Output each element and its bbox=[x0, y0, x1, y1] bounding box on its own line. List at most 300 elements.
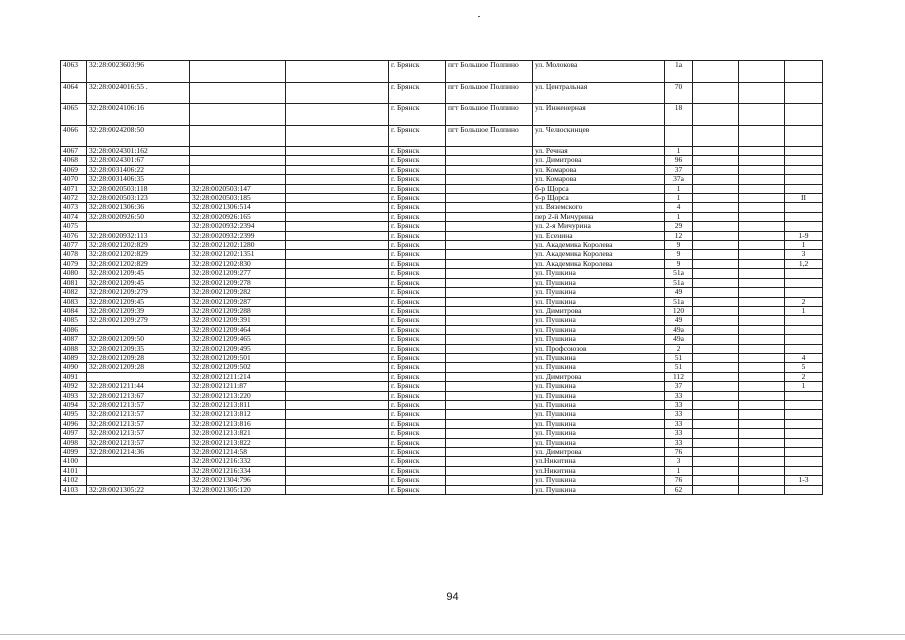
street-cell: ул. Академика Королева bbox=[533, 241, 665, 250]
cadastral-number-cell: 32:28:0021209:39 bbox=[87, 306, 190, 315]
blank-cell bbox=[693, 250, 739, 259]
table-row bbox=[61, 194, 823, 203]
table-row bbox=[61, 419, 823, 428]
blank-cell bbox=[286, 184, 389, 193]
apartment-cell bbox=[785, 391, 823, 400]
building-cadastral-cell bbox=[190, 82, 286, 104]
table-row bbox=[61, 147, 823, 156]
house-number-cell: 96 bbox=[665, 156, 693, 165]
cadastral-number-cell bbox=[87, 222, 190, 231]
page-number: 94 bbox=[446, 591, 459, 603]
cadastral-number-cell bbox=[87, 476, 190, 485]
table-row bbox=[61, 222, 823, 231]
cadastral-number-cell: 32:28:0031406:35 bbox=[87, 175, 190, 184]
row-number-cell: 4067 bbox=[61, 147, 87, 156]
settlement-cell bbox=[446, 175, 533, 184]
table-row bbox=[61, 466, 823, 475]
city-cell: г. Брянск bbox=[389, 156, 446, 165]
house-number-cell: 37а bbox=[665, 175, 693, 184]
cadastral-number-cell: 32:28:0021306:36 bbox=[87, 203, 190, 212]
house-number-cell: 33 bbox=[665, 438, 693, 447]
city-cell: г. Брянск bbox=[389, 325, 446, 334]
building-cadastral-cell bbox=[190, 156, 286, 165]
blank-cell bbox=[739, 485, 785, 494]
building-cadastral-cell: 32:28:0021213:821 bbox=[190, 429, 286, 438]
blank-cell bbox=[739, 429, 785, 438]
apartment-cell bbox=[785, 156, 823, 165]
apartment-cell: II bbox=[785, 194, 823, 203]
blank-cell bbox=[693, 438, 739, 447]
settlement-cell: пгт Большое Полпино bbox=[446, 104, 533, 126]
blank-cell bbox=[693, 306, 739, 315]
street-cell: ул. Челюскинцев bbox=[533, 125, 665, 147]
city-cell: г. Брянск bbox=[389, 448, 446, 457]
building-cadastral-cell: 32:28:0021211:214 bbox=[190, 372, 286, 381]
city-cell: г. Брянск bbox=[389, 306, 446, 315]
apartment-cell bbox=[785, 184, 823, 193]
cadastral-number-cell bbox=[87, 457, 190, 466]
house-number-cell: 9 bbox=[665, 259, 693, 268]
table-row bbox=[61, 250, 823, 259]
table-row bbox=[61, 269, 823, 278]
row-number-cell: 4098 bbox=[61, 438, 87, 447]
cadastral-number-cell: 32:28:0023603:96 bbox=[87, 61, 190, 83]
blank-cell bbox=[286, 457, 389, 466]
house-number-cell: 1 bbox=[665, 466, 693, 475]
house-number-cell: 9 bbox=[665, 241, 693, 250]
blank-cell bbox=[286, 382, 389, 391]
blank-cell bbox=[693, 335, 739, 344]
row-number-cell: 4083 bbox=[61, 297, 87, 306]
house-number-cell: 33 bbox=[665, 429, 693, 438]
blank-cell bbox=[739, 372, 785, 381]
blank-cell bbox=[286, 250, 389, 259]
blank-cell bbox=[739, 438, 785, 447]
settlement-cell bbox=[446, 429, 533, 438]
house-number-cell: 33 bbox=[665, 419, 693, 428]
city-cell: г. Брянск bbox=[389, 184, 446, 193]
apartment-cell bbox=[785, 222, 823, 231]
building-cadastral-cell: 32:28:0021209:464 bbox=[190, 325, 286, 334]
blank-cell bbox=[693, 194, 739, 203]
blank-cell bbox=[739, 410, 785, 419]
blank-cell bbox=[286, 125, 389, 147]
blank-cell bbox=[693, 156, 739, 165]
blank-cell bbox=[286, 419, 389, 428]
cadastral-number-cell: 32:28:0024301:67 bbox=[87, 156, 190, 165]
row-number-cell: 4074 bbox=[61, 212, 87, 221]
building-cadastral-cell: 32:28:0021202:1280 bbox=[190, 241, 286, 250]
house-number-cell: 33 bbox=[665, 391, 693, 400]
blank-cell bbox=[739, 269, 785, 278]
house-number-cell: 33 bbox=[665, 400, 693, 409]
blank-cell bbox=[693, 184, 739, 193]
cadastral-number-cell: 32:28:0021305:22 bbox=[87, 485, 190, 494]
house-number-cell: 33 bbox=[665, 410, 693, 419]
cadastral-number-cell: 32:28:0021213:57 bbox=[87, 400, 190, 409]
city-cell: г. Брянск bbox=[389, 269, 446, 278]
blank-cell bbox=[739, 212, 785, 221]
row-number-cell: 4096 bbox=[61, 419, 87, 428]
apartment-cell: 4 bbox=[785, 353, 823, 362]
apartment-cell: 1-3 bbox=[785, 476, 823, 485]
city-cell: г. Брянск bbox=[389, 335, 446, 344]
city-cell: г. Брянск bbox=[389, 278, 446, 287]
settlement-cell bbox=[446, 325, 533, 334]
house-number-cell: 49а bbox=[665, 325, 693, 334]
blank-cell bbox=[739, 344, 785, 353]
settlement-cell: пгт Большое Полпино bbox=[446, 61, 533, 83]
street-cell: ул. Вяземского bbox=[533, 203, 665, 212]
settlement-cell bbox=[446, 212, 533, 221]
table-row bbox=[61, 203, 823, 212]
blank-cell bbox=[286, 363, 389, 372]
table-row bbox=[61, 184, 823, 193]
street-cell: ул. Пушкина bbox=[533, 335, 665, 344]
settlement-cell bbox=[446, 288, 533, 297]
street-cell: ул. Пушкина bbox=[533, 297, 665, 306]
blank-cell bbox=[739, 61, 785, 83]
cadastral-number-cell: 32:28:0021213:57 bbox=[87, 419, 190, 428]
table-row bbox=[61, 165, 823, 174]
city-cell: г. Брянск bbox=[389, 82, 446, 104]
apartment-cell bbox=[785, 485, 823, 494]
table-row bbox=[61, 104, 823, 126]
settlement-cell bbox=[446, 372, 533, 381]
blank-cell bbox=[286, 448, 389, 457]
building-cadastral-cell: 32:28:0020503:185 bbox=[190, 194, 286, 203]
table-row bbox=[61, 241, 823, 250]
table-row bbox=[61, 457, 823, 466]
building-cadastral-cell: 32:28:0021211:87 bbox=[190, 382, 286, 391]
building-cadastral-cell: 32:28:0021202:1351 bbox=[190, 250, 286, 259]
settlement-cell bbox=[446, 476, 533, 485]
cadastral-number-cell: 32:28:0020926:50 bbox=[87, 212, 190, 221]
blank-cell bbox=[693, 353, 739, 362]
blank-cell bbox=[286, 212, 389, 221]
table-row bbox=[61, 297, 823, 306]
settlement-cell bbox=[446, 438, 533, 447]
row-number-cell: 4087 bbox=[61, 335, 87, 344]
city-cell: г. Брянск bbox=[389, 466, 446, 475]
blank-cell bbox=[693, 325, 739, 334]
row-number-cell: 4090 bbox=[61, 363, 87, 372]
settlement-cell bbox=[446, 353, 533, 362]
blank-cell bbox=[693, 476, 739, 485]
cadastral-number-cell: 32:28:0021209:279 bbox=[87, 316, 190, 325]
table-row bbox=[61, 212, 823, 221]
blank-cell bbox=[286, 438, 389, 447]
blank-cell bbox=[739, 288, 785, 297]
scan-edge-line bbox=[0, 634, 905, 635]
building-cadastral-cell: 32:28:0021213:220 bbox=[190, 391, 286, 400]
blank-cell bbox=[693, 165, 739, 174]
cadastral-number-cell: 32:28:0021202:829 bbox=[87, 259, 190, 268]
building-cadastral-cell: 32:28:0021213:812 bbox=[190, 410, 286, 419]
city-cell: г. Брянск bbox=[389, 61, 446, 83]
city-cell: г. Брянск bbox=[389, 241, 446, 250]
city-cell: г. Брянск bbox=[389, 203, 446, 212]
blank-cell bbox=[739, 175, 785, 184]
row-number-cell: 4085 bbox=[61, 316, 87, 325]
row-number-cell: 4078 bbox=[61, 250, 87, 259]
blank-cell bbox=[286, 203, 389, 212]
settlement-cell bbox=[446, 457, 533, 466]
blank-cell bbox=[739, 165, 785, 174]
settlement-cell bbox=[446, 466, 533, 475]
settlement-cell bbox=[446, 222, 533, 231]
row-number-cell: 4065 bbox=[61, 104, 87, 126]
row-number-cell: 4068 bbox=[61, 156, 87, 165]
blank-cell bbox=[286, 306, 389, 315]
cadastral-number-cell: 32:28:0024106:16 bbox=[87, 104, 190, 126]
settlement-cell: пгт Большое Полпино bbox=[446, 125, 533, 147]
street-cell: ул. Димитрова bbox=[533, 306, 665, 315]
table-row bbox=[61, 372, 823, 381]
blank-cell bbox=[739, 241, 785, 250]
settlement-cell bbox=[446, 400, 533, 409]
apartment-cell: 2 bbox=[785, 297, 823, 306]
blank-cell bbox=[739, 476, 785, 485]
city-cell: г. Брянск bbox=[389, 250, 446, 259]
table-row bbox=[61, 316, 823, 325]
cadastral-number-cell: 32:28:0021209:45 bbox=[87, 278, 190, 287]
house-number-cell: 9 bbox=[665, 250, 693, 259]
city-cell: г. Брянск bbox=[389, 438, 446, 447]
apartment-cell bbox=[785, 147, 823, 156]
house-number-cell: 51 bbox=[665, 363, 693, 372]
table-row bbox=[61, 476, 823, 485]
blank-cell bbox=[739, 222, 785, 231]
row-number-cell: 4077 bbox=[61, 241, 87, 250]
blank-cell bbox=[739, 203, 785, 212]
building-cadastral-cell: 32:28:0021209:391 bbox=[190, 316, 286, 325]
apartment-cell bbox=[785, 82, 823, 104]
blank-cell bbox=[693, 269, 739, 278]
city-cell: г. Брянск bbox=[389, 194, 446, 203]
settlement-cell bbox=[446, 316, 533, 325]
street-cell: ул. Пушкина bbox=[533, 429, 665, 438]
blank-cell bbox=[286, 231, 389, 240]
apartment-cell bbox=[785, 448, 823, 457]
house-number-cell: 18 bbox=[665, 104, 693, 126]
house-number-cell: 37 bbox=[665, 165, 693, 174]
blank-cell bbox=[739, 250, 785, 259]
cadastral-number-cell bbox=[87, 325, 190, 334]
building-cadastral-cell bbox=[190, 61, 286, 83]
table-row bbox=[61, 306, 823, 315]
city-cell: г. Брянск bbox=[389, 165, 446, 174]
city-cell: г. Брянск bbox=[389, 429, 446, 438]
apartment-cell bbox=[785, 61, 823, 83]
blank-cell bbox=[286, 278, 389, 287]
blank-cell bbox=[693, 429, 739, 438]
blank-cell bbox=[286, 325, 389, 334]
table-row bbox=[61, 429, 823, 438]
blank-cell bbox=[286, 147, 389, 156]
city-cell: г. Брянск bbox=[389, 382, 446, 391]
row-number-cell: 4099 bbox=[61, 448, 87, 457]
blank-cell bbox=[286, 194, 389, 203]
settlement-cell bbox=[446, 203, 533, 212]
apartment-cell bbox=[785, 344, 823, 353]
settlement-cell bbox=[446, 391, 533, 400]
blank-cell bbox=[693, 222, 739, 231]
table-row bbox=[61, 278, 823, 287]
blank-cell bbox=[693, 457, 739, 466]
building-cadastral-cell: 32:28:0021213:811 bbox=[190, 400, 286, 409]
row-number-cell: 4093 bbox=[61, 391, 87, 400]
cadastral-number-cell: 32:28:0020932:113 bbox=[87, 231, 190, 240]
row-number-cell: 4071 bbox=[61, 184, 87, 193]
table-row bbox=[61, 156, 823, 165]
table-row bbox=[61, 485, 823, 494]
street-cell: ул. Димитрова bbox=[533, 156, 665, 165]
city-cell: г. Брянск bbox=[389, 476, 446, 485]
building-cadastral-cell: 32:28:0021209:287 bbox=[190, 297, 286, 306]
table-row bbox=[61, 400, 823, 409]
blank-cell bbox=[739, 194, 785, 203]
row-number-cell: 4103 bbox=[61, 485, 87, 494]
settlement-cell bbox=[446, 165, 533, 174]
city-cell: г. Брянск bbox=[389, 372, 446, 381]
settlement-cell bbox=[446, 335, 533, 344]
street-cell: ул. Пушкина bbox=[533, 419, 665, 428]
apartment-cell bbox=[785, 400, 823, 409]
blank-cell bbox=[693, 175, 739, 184]
city-cell: г. Брянск bbox=[389, 419, 446, 428]
row-number-cell: 4082 bbox=[61, 288, 87, 297]
building-cadastral-cell bbox=[190, 104, 286, 126]
building-cadastral-cell: 32:28:0020926:165 bbox=[190, 212, 286, 221]
street-cell: ул. Пушкина bbox=[533, 391, 665, 400]
blank-cell bbox=[739, 353, 785, 362]
apartment-cell bbox=[785, 419, 823, 428]
cadastral-number-cell: 32:28:0021209:45 bbox=[87, 269, 190, 278]
blank-cell bbox=[739, 448, 785, 457]
house-number-cell: 1 bbox=[665, 184, 693, 193]
blank-cell bbox=[693, 231, 739, 240]
blank-cell bbox=[693, 212, 739, 221]
street-cell: ул.Никитина bbox=[533, 457, 665, 466]
blank-cell bbox=[739, 184, 785, 193]
blank-cell bbox=[286, 400, 389, 409]
cadastral-number-cell: 32:28:0024208:50 bbox=[87, 125, 190, 147]
row-number-cell: 4095 bbox=[61, 410, 87, 419]
blank-cell bbox=[286, 82, 389, 104]
apartment-cell: 3 bbox=[785, 250, 823, 259]
row-number-cell: 4066 bbox=[61, 125, 87, 147]
city-cell: г. Брянск bbox=[389, 297, 446, 306]
blank-cell bbox=[739, 316, 785, 325]
city-cell: г. Брянск bbox=[389, 175, 446, 184]
building-cadastral-cell: 32:28:0021209:495 bbox=[190, 344, 286, 353]
row-number-cell: 4063 bbox=[61, 61, 87, 83]
cadastral-number-cell bbox=[87, 372, 190, 381]
street-cell: ул. Академика Королева bbox=[533, 259, 665, 268]
street-cell: б-р Щорса bbox=[533, 194, 665, 203]
settlement-cell bbox=[446, 448, 533, 457]
cadastral-number-cell: 32:28:0021209:35 bbox=[87, 344, 190, 353]
blank-cell bbox=[739, 82, 785, 104]
blank-cell bbox=[739, 382, 785, 391]
blank-cell bbox=[693, 82, 739, 104]
city-cell: г. Брянск bbox=[389, 485, 446, 494]
blank-cell bbox=[693, 278, 739, 287]
apartment-cell: 1,2 bbox=[785, 259, 823, 268]
blank-cell bbox=[739, 466, 785, 475]
apartment-cell bbox=[785, 278, 823, 287]
cadastral-number-cell: 32:28:0021213:57 bbox=[87, 438, 190, 447]
table-row bbox=[61, 391, 823, 400]
house-number-cell: 1а bbox=[665, 61, 693, 83]
street-cell: ул. Пушкина bbox=[533, 476, 665, 485]
street-cell: ул. Есенина bbox=[533, 231, 665, 240]
street-cell: ул. Молокова bbox=[533, 61, 665, 83]
street-cell: ул. Пушкина bbox=[533, 353, 665, 362]
building-cadastral-cell: 32:28:0021209:465 bbox=[190, 335, 286, 344]
cadastral-number-cell: 32:28:0021209:28 bbox=[87, 353, 190, 362]
blank-cell bbox=[739, 325, 785, 334]
house-number-cell: 4 bbox=[665, 203, 693, 212]
blank-cell bbox=[286, 175, 389, 184]
building-cadastral-cell: 32:28:0021209:502 bbox=[190, 363, 286, 372]
house-number-cell: 1 bbox=[665, 212, 693, 221]
house-number-cell: 3 bbox=[665, 457, 693, 466]
blank-cell bbox=[693, 104, 739, 126]
address-register-table bbox=[60, 60, 823, 495]
city-cell: г. Брянск bbox=[389, 288, 446, 297]
blank-cell bbox=[693, 372, 739, 381]
blank-cell bbox=[693, 61, 739, 83]
table-row bbox=[61, 448, 823, 457]
row-number-cell: 4100 bbox=[61, 457, 87, 466]
building-cadastral-cell: 32:28:0021202:830 bbox=[190, 259, 286, 268]
house-number-cell: 70 bbox=[665, 82, 693, 104]
cadastral-number-cell: 32:28:0020503:118 bbox=[87, 184, 190, 193]
row-number-cell: 4086 bbox=[61, 325, 87, 334]
blank-cell bbox=[693, 466, 739, 475]
settlement-cell bbox=[446, 410, 533, 419]
row-number-cell: 4070 bbox=[61, 175, 87, 184]
street-cell: ул. Пушкина bbox=[533, 438, 665, 447]
house-number-cell: 49 bbox=[665, 316, 693, 325]
street-cell: ул. Пушкина bbox=[533, 316, 665, 325]
cadastral-number-cell: 32:28:0021202:829 bbox=[87, 250, 190, 259]
city-cell: г. Брянск bbox=[389, 125, 446, 147]
cadastral-number-cell: 32:28:0021209:50 bbox=[87, 335, 190, 344]
table-row bbox=[61, 61, 823, 83]
row-number-cell: 4080 bbox=[61, 269, 87, 278]
house-number-cell: 1 bbox=[665, 194, 693, 203]
street-cell: ул.Никитина bbox=[533, 466, 665, 475]
house-number-cell: 51а bbox=[665, 278, 693, 287]
building-cadastral-cell: 32:28:0021216:334 bbox=[190, 466, 286, 475]
blank-cell bbox=[286, 156, 389, 165]
cadastral-number-cell bbox=[87, 466, 190, 475]
city-cell: г. Брянск bbox=[389, 344, 446, 353]
row-number-cell: 4092 bbox=[61, 382, 87, 391]
blank-cell bbox=[693, 419, 739, 428]
street-cell: ул. Пушкина bbox=[533, 363, 665, 372]
scan-speck bbox=[478, 16, 480, 17]
blank-cell bbox=[739, 391, 785, 400]
building-cadastral-cell bbox=[190, 175, 286, 184]
blank-cell bbox=[693, 241, 739, 250]
apartment-cell: 1-9 bbox=[785, 231, 823, 240]
street-cell: ул. Пушкина bbox=[533, 400, 665, 409]
blank-cell bbox=[693, 410, 739, 419]
